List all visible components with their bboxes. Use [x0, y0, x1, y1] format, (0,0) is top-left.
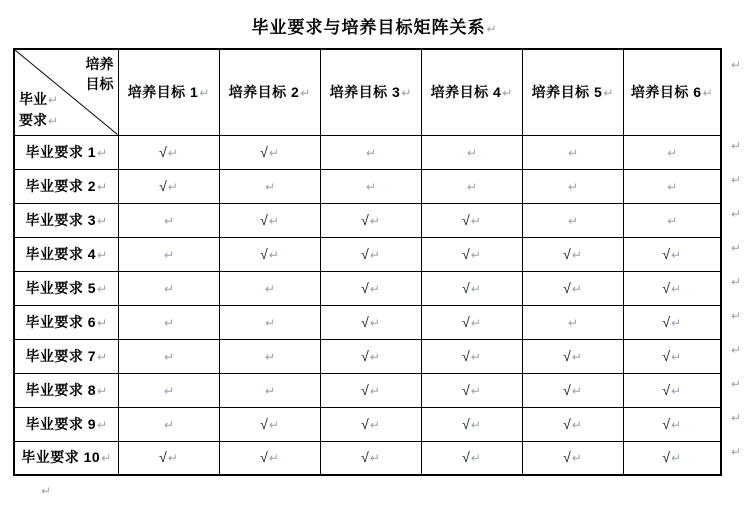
matrix-cell — [623, 203, 721, 237]
paragraph-mark-icon: ↵ — [667, 145, 678, 160]
check-mark: √ — [260, 245, 268, 262]
matrix-cell — [522, 407, 623, 441]
matrix-cell — [623, 305, 721, 339]
row-label-cell — [14, 339, 118, 373]
row-end-mark-slot — [730, 270, 746, 304]
paragraph-mark-icon: ↵ — [369, 281, 380, 296]
matrix-cell — [118, 203, 219, 237]
corner-bottom-label-group — [19, 89, 58, 131]
row-label: 毕业要求 2 — [25, 177, 97, 194]
matrix-cell — [219, 339, 320, 373]
check-mark: √ — [662, 313, 671, 330]
matrix-cell — [320, 339, 421, 373]
matrix-cell — [118, 135, 219, 169]
paragraph-mark-icon: ↵ — [571, 383, 582, 398]
matrix-cell — [118, 237, 219, 271]
matrix-cell — [623, 441, 721, 475]
row-label-cell — [14, 169, 118, 203]
paragraph-mark-icon: ↵ — [401, 85, 412, 100]
row-end-mark-slot — [730, 236, 746, 270]
matrix-cell — [219, 237, 320, 271]
paragraph-mark-icon: ↵ — [567, 213, 579, 228]
column-header-label: 培养目标 6 — [630, 83, 702, 100]
paragraph-mark-icon: ↵ — [671, 383, 682, 398]
paragraph-mark-icon: ↵ — [101, 451, 112, 466]
matrix-cell — [320, 237, 421, 271]
paragraph-mark-icon: ↵ — [167, 179, 178, 194]
title-row — [0, 13, 748, 38]
paragraph-mark-icon: ↵ — [486, 22, 497, 36]
row-label: 毕业要求 5 — [25, 279, 97, 296]
check-mark: √ — [361, 381, 369, 398]
table-row — [14, 441, 721, 475]
corner-top-label-group — [86, 54, 114, 94]
matrix-cell — [421, 441, 522, 475]
matrix-cell — [623, 339, 721, 373]
check-mark: √ — [361, 449, 369, 466]
paragraph-mark-icon: ↵ — [365, 179, 377, 194]
check-mark: √ — [260, 143, 268, 160]
paragraph-mark-icon: ↵ — [97, 247, 108, 262]
check-mark: √ — [462, 245, 470, 262]
paragraph-mark-icon: ↵ — [365, 145, 377, 160]
check-mark: √ — [563, 347, 571, 364]
paragraph-mark-icon: ↵ — [502, 85, 513, 100]
matrix-cell — [118, 271, 219, 305]
paragraph-mark-icon: ↵ — [48, 92, 59, 107]
paragraph-mark-icon: ↵ — [731, 139, 742, 153]
row-label: 毕业要求 7 — [25, 347, 97, 364]
paragraph-mark-icon: ↵ — [163, 417, 175, 432]
matrix-cell — [219, 271, 320, 305]
paragraph-mark-icon: ↵ — [571, 417, 582, 432]
row-label: 毕业要求 8 — [25, 381, 97, 398]
row-label: 毕业要求 1 — [25, 143, 97, 160]
corner-bottom-label: 毕业 — [19, 90, 47, 107]
row-end-mark-slot — [730, 406, 746, 440]
check-mark: √ — [462, 211, 470, 228]
paragraph-mark-icon: ↵ — [603, 85, 614, 100]
matrix-cell — [219, 305, 320, 339]
paragraph-mark-icon: ↵ — [163, 349, 175, 364]
check-mark: √ — [662, 415, 671, 432]
matrix-cell — [522, 305, 623, 339]
column-header-label: 培养目标 5 — [531, 83, 603, 100]
matrix-cell — [421, 373, 522, 407]
table-row — [14, 135, 721, 169]
paragraph-mark-icon: ↵ — [369, 451, 380, 466]
check-mark: √ — [361, 313, 369, 330]
paragraph-mark-icon: ↵ — [667, 213, 678, 228]
document-title: 毕业要求与培养目标矩阵关系 — [251, 18, 486, 37]
paragraph-mark-icon: ↵ — [671, 417, 682, 432]
paragraph-mark-icon: ↵ — [268, 417, 279, 432]
check-mark: √ — [563, 279, 571, 296]
matrix-cell — [623, 271, 721, 305]
paragraph-mark-icon: ↵ — [571, 281, 582, 296]
paragraph-mark-icon: ↵ — [97, 179, 108, 194]
paragraph-mark-icon: ↵ — [97, 281, 108, 296]
matrix-cell — [118, 169, 219, 203]
paragraph-mark-icon: ↵ — [731, 445, 742, 459]
column-header-cell — [118, 49, 219, 135]
matrix-cell — [320, 407, 421, 441]
row-label-cell — [14, 441, 118, 475]
paragraph-mark-icon: ↵ — [369, 417, 380, 432]
matrix-cell — [522, 441, 623, 475]
matrix-cell — [421, 407, 522, 441]
paragraph-mark-icon: ↵ — [731, 411, 742, 425]
paragraph-mark-icon: ↵ — [671, 451, 682, 466]
matrix-cell — [421, 237, 522, 271]
column-header-label: 培养目标 3 — [329, 83, 401, 100]
check-mark: √ — [361, 211, 369, 228]
row-end-mark-slot — [730, 338, 746, 372]
paragraph-mark-icon: ↵ — [163, 315, 175, 330]
check-mark: √ — [260, 449, 268, 466]
column-header-label: 培养目标 1 — [127, 83, 199, 100]
matrix-table — [13, 48, 722, 476]
matrix-cell — [623, 407, 721, 441]
matrix-cell — [522, 237, 623, 271]
check-mark: √ — [462, 449, 470, 466]
matrix-cell — [320, 305, 421, 339]
row-end-mark-slot — [730, 168, 746, 202]
paragraph-mark-icon: ↵ — [163, 281, 175, 296]
paragraph-mark-icon: ↵ — [470, 213, 481, 228]
matrix-cell — [320, 135, 421, 169]
row-label-cell — [14, 373, 118, 407]
corner-top-label: 目标 — [85, 76, 114, 92]
paragraph-mark-icon: ↵ — [466, 145, 478, 160]
paragraph-mark-icon: ↵ — [731, 275, 742, 289]
paragraph-mark-icon: ↵ — [470, 315, 481, 330]
paragraph-mark-icon: ↵ — [369, 247, 380, 262]
check-mark: √ — [361, 245, 369, 262]
check-mark: √ — [662, 279, 671, 296]
check-mark: √ — [260, 211, 268, 228]
paragraph-mark-icon: ↵ — [48, 113, 59, 128]
matrix-cell — [421, 305, 522, 339]
check-mark: √ — [159, 143, 167, 160]
paragraph-mark-icon: ↵ — [300, 85, 311, 100]
table-row — [14, 237, 721, 271]
paragraph-mark-icon: ↵ — [369, 383, 380, 398]
paragraph-mark-icon: ↵ — [571, 247, 582, 262]
check-mark: √ — [361, 347, 369, 364]
paragraph-mark-icon: ↵ — [97, 417, 108, 432]
matrix-cell — [320, 169, 421, 203]
paragraph-mark-icon: ↵ — [268, 145, 279, 160]
row-label-cell — [14, 203, 118, 237]
row-label-cell — [14, 237, 118, 271]
matrix-cell — [522, 203, 623, 237]
row-label-cell — [14, 305, 118, 339]
check-mark: √ — [662, 381, 671, 398]
paragraph-mark-icon: ↵ — [268, 451, 279, 466]
matrix-cell — [118, 441, 219, 475]
paragraph-mark-icon: ↵ — [97, 213, 108, 228]
matrix-cell — [219, 407, 320, 441]
matrix-cell — [320, 441, 421, 475]
check-mark: √ — [159, 177, 167, 194]
check-mark: √ — [563, 245, 571, 262]
paragraph-mark-icon: ↵ — [667, 179, 678, 194]
matrix-cell — [623, 237, 721, 271]
paragraph-mark-icon: ↵ — [702, 85, 713, 100]
paragraph-mark-icon: ↵ — [567, 179, 579, 194]
matrix-cell — [219, 441, 320, 475]
paragraph-mark-icon: ↵ — [466, 179, 478, 194]
paragraph-mark-icon: ↵ — [470, 417, 481, 432]
paragraph-mark-icon: ↵ — [671, 247, 682, 262]
column-header-label: 培养目标 2 — [228, 83, 300, 100]
check-mark: √ — [260, 415, 268, 432]
check-mark: √ — [662, 449, 671, 466]
matrix-cell — [421, 169, 522, 203]
paragraph-mark-icon: ↵ — [731, 309, 742, 323]
paragraph-mark-icon: ↵ — [97, 383, 108, 398]
paragraph-mark-icon: ↵ — [671, 349, 682, 364]
paragraph-mark-icon: ↵ — [671, 281, 682, 296]
row-label: 毕业要求 3 — [25, 211, 97, 228]
check-mark: √ — [361, 279, 369, 296]
paragraph-mark-icon: ↵ — [97, 315, 108, 330]
matrix-cell — [118, 339, 219, 373]
table-row — [14, 339, 721, 373]
matrix-cell — [522, 373, 623, 407]
paragraph-mark-icon: ↵ — [264, 383, 276, 398]
table-row — [14, 203, 721, 237]
paragraph-mark-icon: ↵ — [369, 213, 380, 228]
row-end-mark-slot — [730, 372, 746, 406]
row-end-mark-slot — [730, 202, 746, 236]
matrix-cell — [219, 203, 320, 237]
row-end-mark-slot — [730, 134, 746, 168]
end-paragraph-mark — [40, 482, 51, 500]
paragraph-mark-icon: ↵ — [731, 173, 742, 187]
corner-bottom-label: 要求 — [19, 111, 47, 128]
paragraph-mark-icon: ↵ — [264, 281, 276, 296]
column-header-cell — [219, 49, 320, 135]
table-row — [14, 373, 721, 407]
column-header-cell — [320, 49, 421, 135]
row-end-mark-slot — [730, 48, 746, 134]
matrix-cell — [623, 169, 721, 203]
paragraph-mark-icon: ↵ — [470, 281, 481, 296]
paragraph-mark-icon: ↵ — [671, 315, 682, 330]
check-mark: √ — [462, 347, 470, 364]
paragraph-mark-icon: ↵ — [731, 58, 742, 72]
column-header-cell — [623, 49, 721, 135]
matrix-cell — [118, 407, 219, 441]
matrix-cell — [522, 339, 623, 373]
row-label: 毕业要求 6 — [25, 313, 97, 330]
check-mark: √ — [563, 415, 571, 432]
matrix-cell — [320, 271, 421, 305]
paragraph-mark-icon: ↵ — [369, 315, 380, 330]
check-mark: √ — [662, 347, 671, 364]
paragraph-mark-icon: ↵ — [97, 145, 108, 160]
table-row — [14, 169, 721, 203]
row-label-cell — [14, 135, 118, 169]
check-mark: √ — [462, 381, 470, 398]
paragraph-mark-icon: ↵ — [731, 377, 742, 391]
matrix-cell — [522, 271, 623, 305]
check-mark: √ — [462, 415, 470, 432]
paragraph-mark-icon: ↵ — [264, 349, 276, 364]
row-label: 毕业要求 10 — [21, 449, 101, 466]
matrix-cell — [118, 373, 219, 407]
matrix-cell — [421, 135, 522, 169]
matrix-cell — [219, 169, 320, 203]
table-row — [14, 271, 721, 305]
paragraph-mark-icon: ↵ — [167, 145, 178, 160]
paragraph-mark-icon: ↵ — [567, 315, 579, 330]
check-mark: √ — [159, 449, 167, 466]
paragraph-mark-icon: ↵ — [268, 213, 279, 228]
matrix-cell — [421, 339, 522, 373]
matrix-cell — [320, 203, 421, 237]
matrix-cell — [522, 135, 623, 169]
paragraph-mark-icon: ↵ — [571, 451, 582, 466]
column-header-label: 培养目标 4 — [430, 83, 502, 100]
paragraph-mark-icon: ↵ — [470, 451, 481, 466]
row-end-marks — [730, 48, 746, 474]
matrix-cell — [421, 271, 522, 305]
matrix-cell — [219, 135, 320, 169]
check-mark: √ — [563, 381, 571, 398]
matrix-cell — [118, 305, 219, 339]
matrix-cell — [320, 373, 421, 407]
paragraph-mark-icon: ↵ — [97, 349, 108, 364]
row-label: 毕业要求 9 — [25, 415, 97, 432]
check-mark: √ — [462, 279, 470, 296]
paragraph-mark-icon: ↵ — [470, 349, 481, 364]
row-end-mark-slot — [730, 440, 746, 474]
table-row — [14, 305, 721, 339]
paragraph-mark-icon: ↵ — [41, 484, 52, 498]
paragraph-mark-icon: ↵ — [731, 343, 742, 357]
paragraph-mark-icon: ↵ — [731, 207, 742, 221]
check-mark: √ — [462, 313, 470, 330]
corner-top-label: 培养 — [85, 56, 114, 72]
row-label-cell — [14, 271, 118, 305]
table-row — [14, 407, 721, 441]
check-mark: √ — [662, 245, 671, 262]
check-mark: √ — [563, 449, 571, 466]
matrix-cell — [623, 135, 721, 169]
matrix-cell — [219, 373, 320, 407]
check-mark: √ — [361, 415, 369, 432]
paragraph-mark-icon: ↵ — [264, 315, 276, 330]
paragraph-mark-icon: ↵ — [731, 241, 742, 255]
paragraph-mark-icon: ↵ — [567, 145, 579, 160]
corner-cell — [14, 49, 118, 135]
paragraph-mark-icon: ↵ — [268, 247, 279, 262]
paragraph-mark-icon: ↵ — [163, 383, 175, 398]
paragraph-mark-icon: ↵ — [369, 349, 380, 364]
paragraph-mark-icon: ↵ — [571, 349, 582, 364]
row-label-cell — [14, 407, 118, 441]
matrix-cell — [421, 203, 522, 237]
paragraph-mark-icon: ↵ — [163, 213, 175, 228]
paragraph-mark-icon: ↵ — [199, 85, 210, 100]
paragraph-mark-icon: ↵ — [264, 179, 276, 194]
row-end-mark-slot — [730, 304, 746, 338]
matrix-cell — [522, 169, 623, 203]
column-header-cell — [421, 49, 522, 135]
paragraph-mark-icon: ↵ — [167, 451, 178, 466]
matrix-cell — [623, 373, 721, 407]
paragraph-mark-icon: ↵ — [470, 383, 481, 398]
row-label: 毕业要求 4 — [25, 245, 97, 262]
column-header-cell — [522, 49, 623, 135]
paragraph-mark-icon: ↵ — [470, 247, 481, 262]
paragraph-mark-icon: ↵ — [163, 247, 175, 262]
